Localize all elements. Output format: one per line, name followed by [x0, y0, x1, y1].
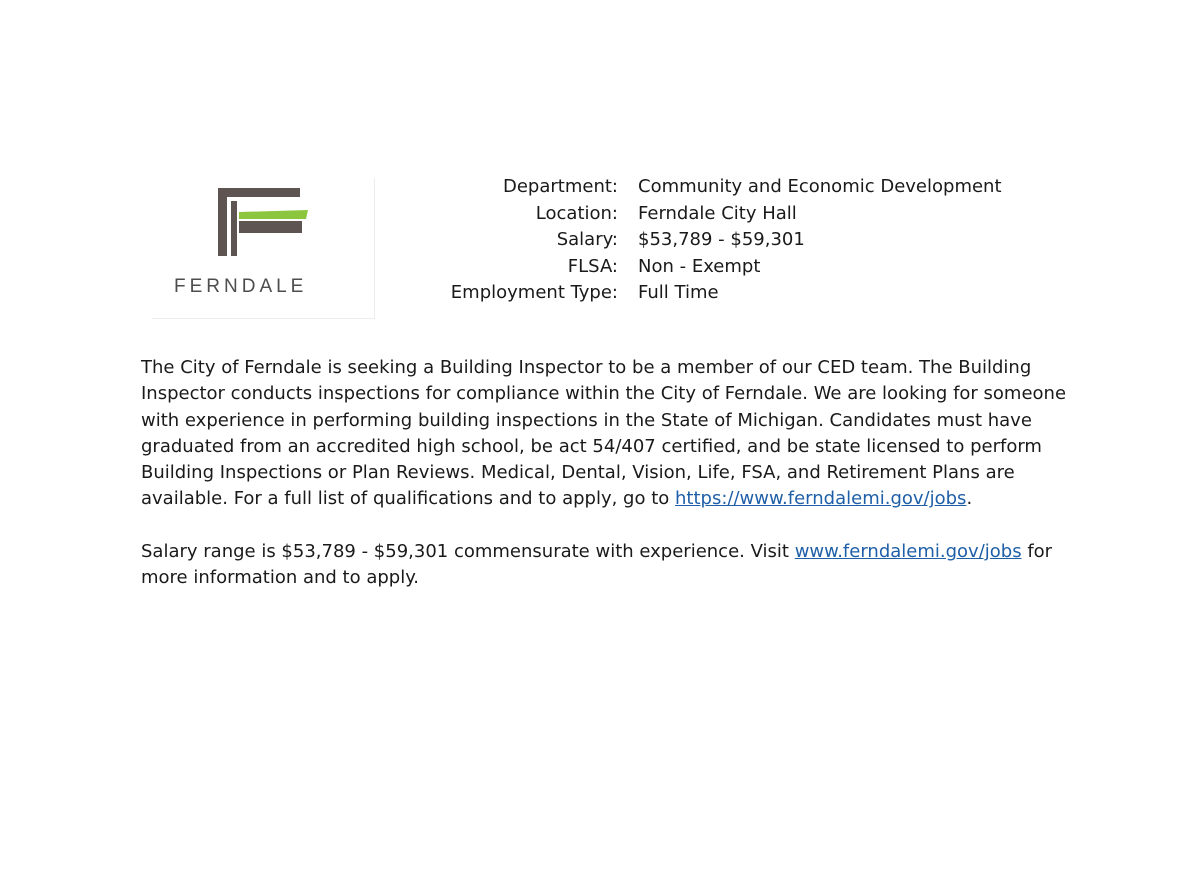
job-details	[400, 174, 1120, 307]
logo-stem-outer	[218, 188, 227, 256]
description-line: with experience in performing building inspections in the State of Michigan. Candidates must have	[141, 409, 1032, 431]
detail-value: $53,789 - $59,301	[638, 229, 805, 250]
description-line: Inspector conducts inspections for compliance within the City of Ferndale. We are looking for someone	[141, 383, 1067, 405]
detail-label: Salary:	[556, 229, 618, 250]
detail-value: Full Time	[638, 282, 719, 303]
description-line: Building Inspections or Plan Reviews. Medical, Dental, Vision, Life, FSA, and Retirement Plans are	[141, 462, 1015, 484]
detail-value: Non - Exempt	[638, 255, 761, 277]
detail-label: FLSA:	[567, 255, 618, 277]
ferndale-f-mark-icon	[218, 188, 308, 268]
jobs-link-full[interactable]: https://www.ferndalemi.gov/jobs	[675, 488, 967, 510]
description-line: available. For a full list of qualifications and to apply, go to	[141, 488, 676, 510]
detail-row-location	[400, 201, 1120, 228]
salary-paragraph	[141, 539, 1071, 592]
detail-row-employment-type	[400, 280, 1120, 307]
ferndale-logo	[152, 178, 375, 319]
detail-label: Location:	[535, 202, 618, 224]
logo-wordmark: FERNDALE	[174, 276, 308, 297]
description-line: The City of Ferndale is seeking a Building Inspector to be a member of our CED team. The Building	[141, 357, 1032, 378]
description-line: graduated from an accredited high school, be act 54/407 certified, and be state licensed to perform	[141, 435, 1042, 457]
logo-stem-inner	[231, 201, 237, 256]
job-description-paragraph	[141, 355, 1071, 513]
logo-bar-top	[218, 188, 300, 197]
description-line-end: .	[966, 488, 973, 510]
detail-row-flsa	[400, 254, 1120, 281]
salary-text: Salary range is $53,789 - $59,301 commensurate with experience. Visit	[141, 541, 795, 562]
logo-green-brush	[239, 210, 308, 219]
detail-label: Employment Type:	[450, 282, 618, 303]
jobs-link[interactable]: www.ferndalemi.gov/jobs	[794, 541, 1022, 562]
salary-text-end: for	[1021, 541, 1053, 562]
detail-row-department	[400, 174, 1120, 201]
logo-bar-middle	[239, 221, 302, 233]
detail-value: Community and Economic Development	[638, 176, 1002, 197]
detail-label: Department:	[503, 176, 618, 197]
salary-text-line2: more information and to apply.	[141, 567, 420, 589]
detail-value: Ferndale City Hall	[638, 202, 797, 224]
detail-row-salary	[400, 227, 1120, 254]
